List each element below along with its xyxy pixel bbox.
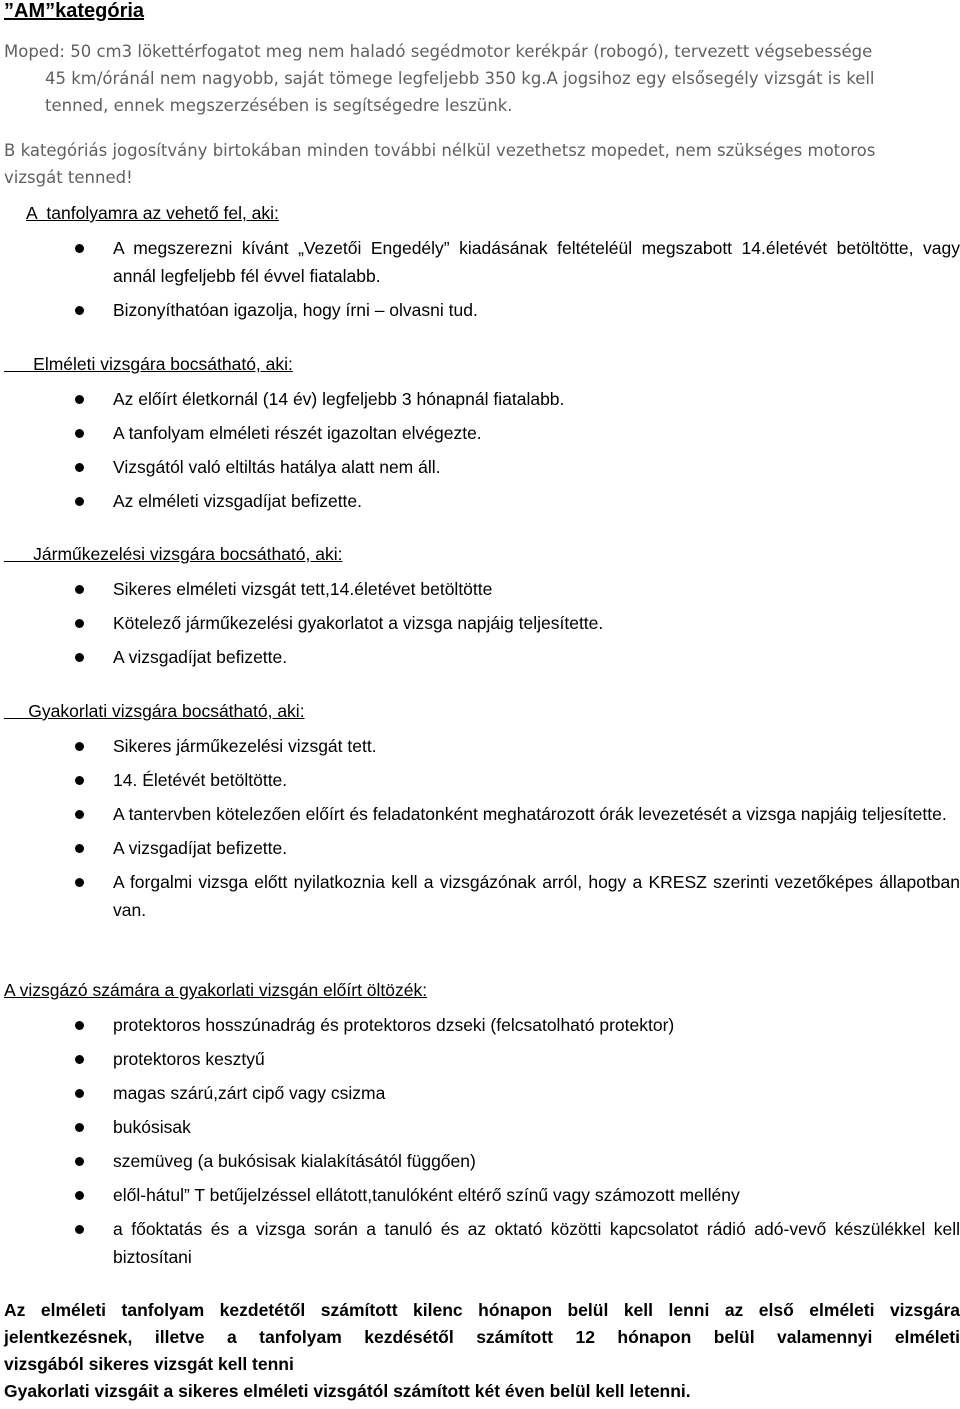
intro-line: Moped: 50 cm3 lökettérfogatot meg nem haladó segédmotor kerékpár (robogó), tervezett végsebessége	[4, 42, 873, 61]
list-item: Az elméleti vizsgadíjat befizette.	[4, 487, 960, 515]
deadline-line: Az elméleti tanfolyam kezdetétől számított kilenc hónapon belül kell lenni az első elméleti vizsgára	[4, 1300, 960, 1320]
theory-exam-section	[4, 350, 960, 515]
handling-exam-list	[4, 575, 960, 671]
page-title: ”AM”kategória	[4, 0, 145, 22]
practical-exam-list	[4, 732, 960, 924]
deadline-line: vizsgából sikeres vizsgát kell tenni	[4, 1354, 294, 1374]
practical-exam-section	[4, 697, 960, 924]
list-item: protektoros kesztyű	[4, 1045, 960, 1073]
list-item: A tantervben kötelezően előírt és feladatonként meghatározott órák levezetését a vizsga napjáig teljesítette.	[4, 800, 960, 828]
section-heading: Elméleti vizsgára bocsátható, aki:	[4, 354, 293, 374]
list-item: A vizsgadíjat befizette.	[4, 643, 960, 671]
intro-paragraph	[4, 38, 960, 119]
section-heading: A tanfolyamra az vehető fel, aki:	[26, 203, 279, 223]
list-item: Bizonyíthatóan igazolja, hogy írni – olvasni tud.	[4, 296, 960, 324]
course-eligibility-list	[4, 234, 960, 324]
list-item: szemüveg (a bukósisak kialakításától függően)	[4, 1147, 960, 1175]
list-item: magas szárú,zárt cipő vagy csizma	[4, 1079, 960, 1107]
deadline-line: Gyakorlati vizsgáit a sikeres elméleti vizsgától számított két éven belül kell letenni.	[4, 1381, 691, 1401]
section-heading: Gyakorlati vizsgára bocsátható, aki:	[4, 701, 305, 721]
deadline-line: jelentkezésnek, illetve a tanfolyam kezdésétől számított 12 hónapon belül valamennyi elméleti	[4, 1327, 960, 1347]
list-item: 14. Életévét betöltötte.	[4, 766, 960, 794]
intro-line: B kategóriás jogosítvány birtokában minden további nélkül vezethetsz mopedet, nem szükséges motoros	[4, 141, 876, 160]
list-item: elől-hátul” T betűjelzéssel ellátott,tanulóként eltérő színű vagy számozott mellény	[4, 1181, 960, 1209]
list-item: Az előírt életkornál (14 év) legfeljebb 3 hónapnál fiatalabb.	[4, 385, 960, 413]
theory-exam-list	[4, 385, 960, 515]
deadline-notes	[4, 1297, 960, 1405]
intro-line: tenned, ennek megszerzésében is segítségedre leszünk.	[45, 96, 513, 115]
section-heading: Járműkezelési vizsgára bocsátható, aki:	[4, 544, 343, 564]
list-item: Kötelező járműkezelési gyakorlatot a vizsga napjáig teljesítette.	[4, 609, 960, 637]
list-item: a főoktatás és a vizsga során a tanuló és az oktató közötti kapcsolatot rádió adó-vevő készülékkel kell biztosítani	[4, 1215, 960, 1271]
list-item: bukósisak	[4, 1113, 960, 1141]
list-item: Sikeres járműkezelési vizsgát tett.	[4, 732, 960, 760]
clothing-list	[4, 1011, 960, 1271]
handling-exam-section	[4, 540, 960, 671]
list-item: Vizsgától való eltiltás hatálya alatt nem áll.	[4, 453, 960, 481]
list-item: A vizsgadíjat befizette.	[4, 834, 960, 862]
course-eligibility-section	[4, 199, 960, 324]
list-item: A megszerezni kívánt „Vezetői Engedély” kiadásának feltételéül megszabott 14.életévét betöltötte, vagy annál legfeljebb fél évvel fiatalabb.	[4, 234, 960, 290]
intro-line: 45 km/óránál nem nagyobb, saját tömege legfeljebb 350 kg.A jogsihoz egy elsősegély vizsgát is kell	[45, 69, 875, 88]
section-heading: A vizsgázó számára a gyakorlati vizsgán előírt öltözék:	[4, 980, 428, 1000]
clothing-section	[4, 976, 960, 1271]
list-item: Sikeres elméleti vizsgát tett,14.életévet betöltötte	[4, 575, 960, 603]
intro-line: vizsgát tenned!	[4, 168, 133, 187]
list-item: protektoros hosszúnadrág és protektoros dzseki (felcsatolható protektor)	[4, 1011, 960, 1039]
list-item: A tanfolyam elméleti részét igazoltan elvégezte.	[4, 419, 960, 447]
b-category-note	[4, 137, 960, 191]
list-item: A forgalmi vizsga előtt nyilatkoznia kell a vizsgázónak arról, hogy a KRESZ szerinti vezetőképes állapotban van.	[4, 868, 960, 924]
